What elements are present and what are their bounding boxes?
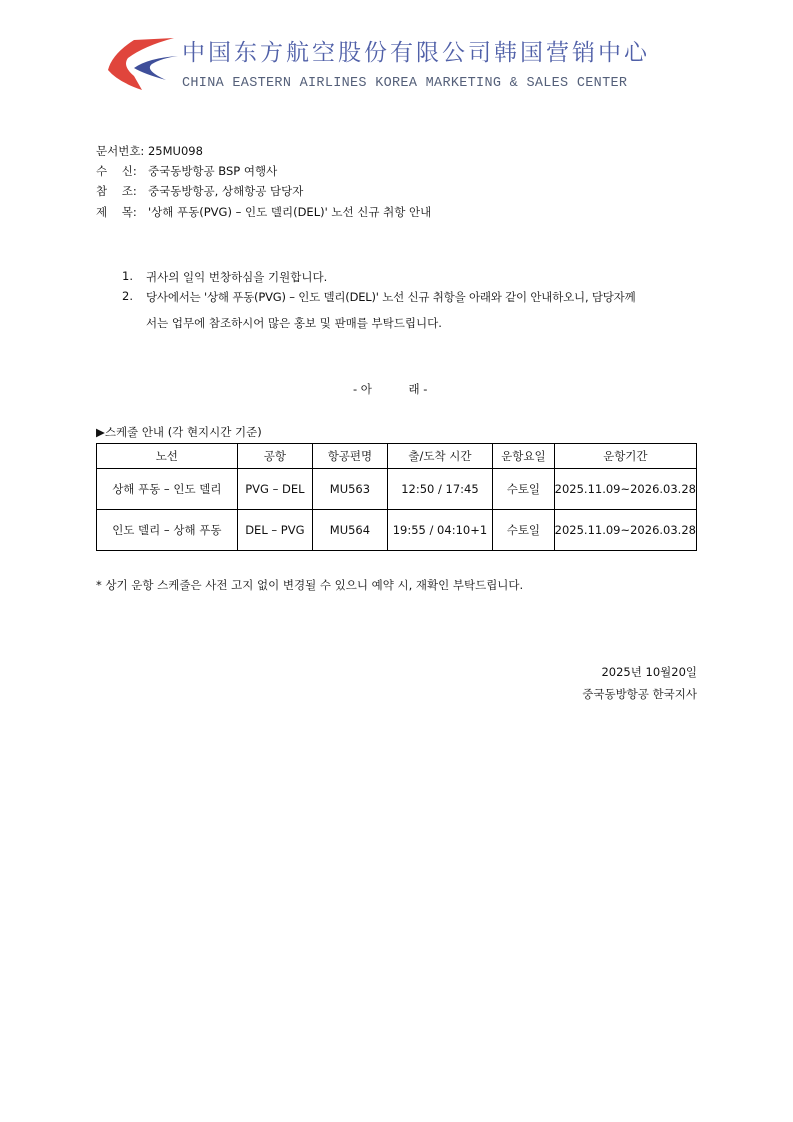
date: 2025년 10월20일: [601, 665, 697, 679]
cell-airport: DEL – PVG: [237, 510, 312, 551]
logo-chinese-text: 中国东方航空股份有限公司韩国营销中心: [182, 40, 650, 66]
header-cell: 출/도착 시간: [387, 444, 492, 469]
header-cell: 운항요일: [493, 444, 554, 469]
schedule-title: ▶스케줄 안내 (각 현지시간 기준): [96, 425, 262, 439]
table-row: [97, 510, 697, 551]
cell-days: 수토일: [493, 510, 554, 551]
cell-time: 12:50 / 17:45: [387, 469, 492, 510]
cell-flight: MU563: [313, 469, 388, 510]
subject: 제 목: '상해 푸동(PVG) – 인도 델리(DEL)' 노선 신규 취항 안내: [96, 205, 432, 219]
list-item: 1. 귀사의 일익 번창하심을 기원합니다.: [122, 269, 328, 284]
header-cell: 노선: [97, 444, 238, 469]
table-row: [97, 469, 697, 510]
header-cell: 운항기간: [554, 444, 696, 469]
cc: 참 조: 중국동방항공, 상해항공 담당자: [96, 184, 304, 198]
cell-airport: PVG – DEL: [237, 469, 312, 510]
header-cell: 항공편명: [313, 444, 388, 469]
header-cell: 공항: [237, 444, 312, 469]
list-item: 2. 당사에서는 '상해 푸동(PVG) – 인도 델리(DEL)' 노선 신규 취항을 아래와 같이 안내하오니, 담당자께: [122, 289, 636, 304]
cell-period: 2025.11.09~2026.03.28: [554, 510, 696, 551]
cell-route: 상해 푸동 – 인도 델리: [97, 469, 238, 510]
recipient: 수 신: 중국동방항공 BSP 여행사: [96, 164, 278, 178]
note: * 상기 운항 스케줄은 사전 고지 없이 변경될 수 있으니 예약 시, 재확인 부탁드립니다.: [96, 578, 524, 592]
table-header-row: [97, 444, 697, 469]
cell-route: 인도 델리 – 상해 푸동: [97, 510, 238, 551]
company-name: 중국동방항공 한국지사: [582, 687, 697, 701]
airline-logo-icon: [104, 36, 180, 92]
logo-english-text: CHINA EASTERN AIRLINES KOREA MARKETING & SALES CENTER: [182, 76, 628, 91]
schedule-table: [96, 443, 697, 551]
cell-period: 2025.11.09~2026.03.28: [554, 469, 696, 510]
below-heading: - 아 래 -: [353, 382, 428, 396]
cell-days: 수토일: [493, 469, 554, 510]
list-item-continued: 서는 업무에 참조하시어 많은 홍보 및 판매를 부탁드립니다.: [146, 316, 442, 330]
cell-flight: MU564: [313, 510, 388, 551]
doc-number: 문서번호: 25MU098: [96, 144, 203, 158]
cell-time: 19:55 / 04:10+1: [387, 510, 492, 551]
